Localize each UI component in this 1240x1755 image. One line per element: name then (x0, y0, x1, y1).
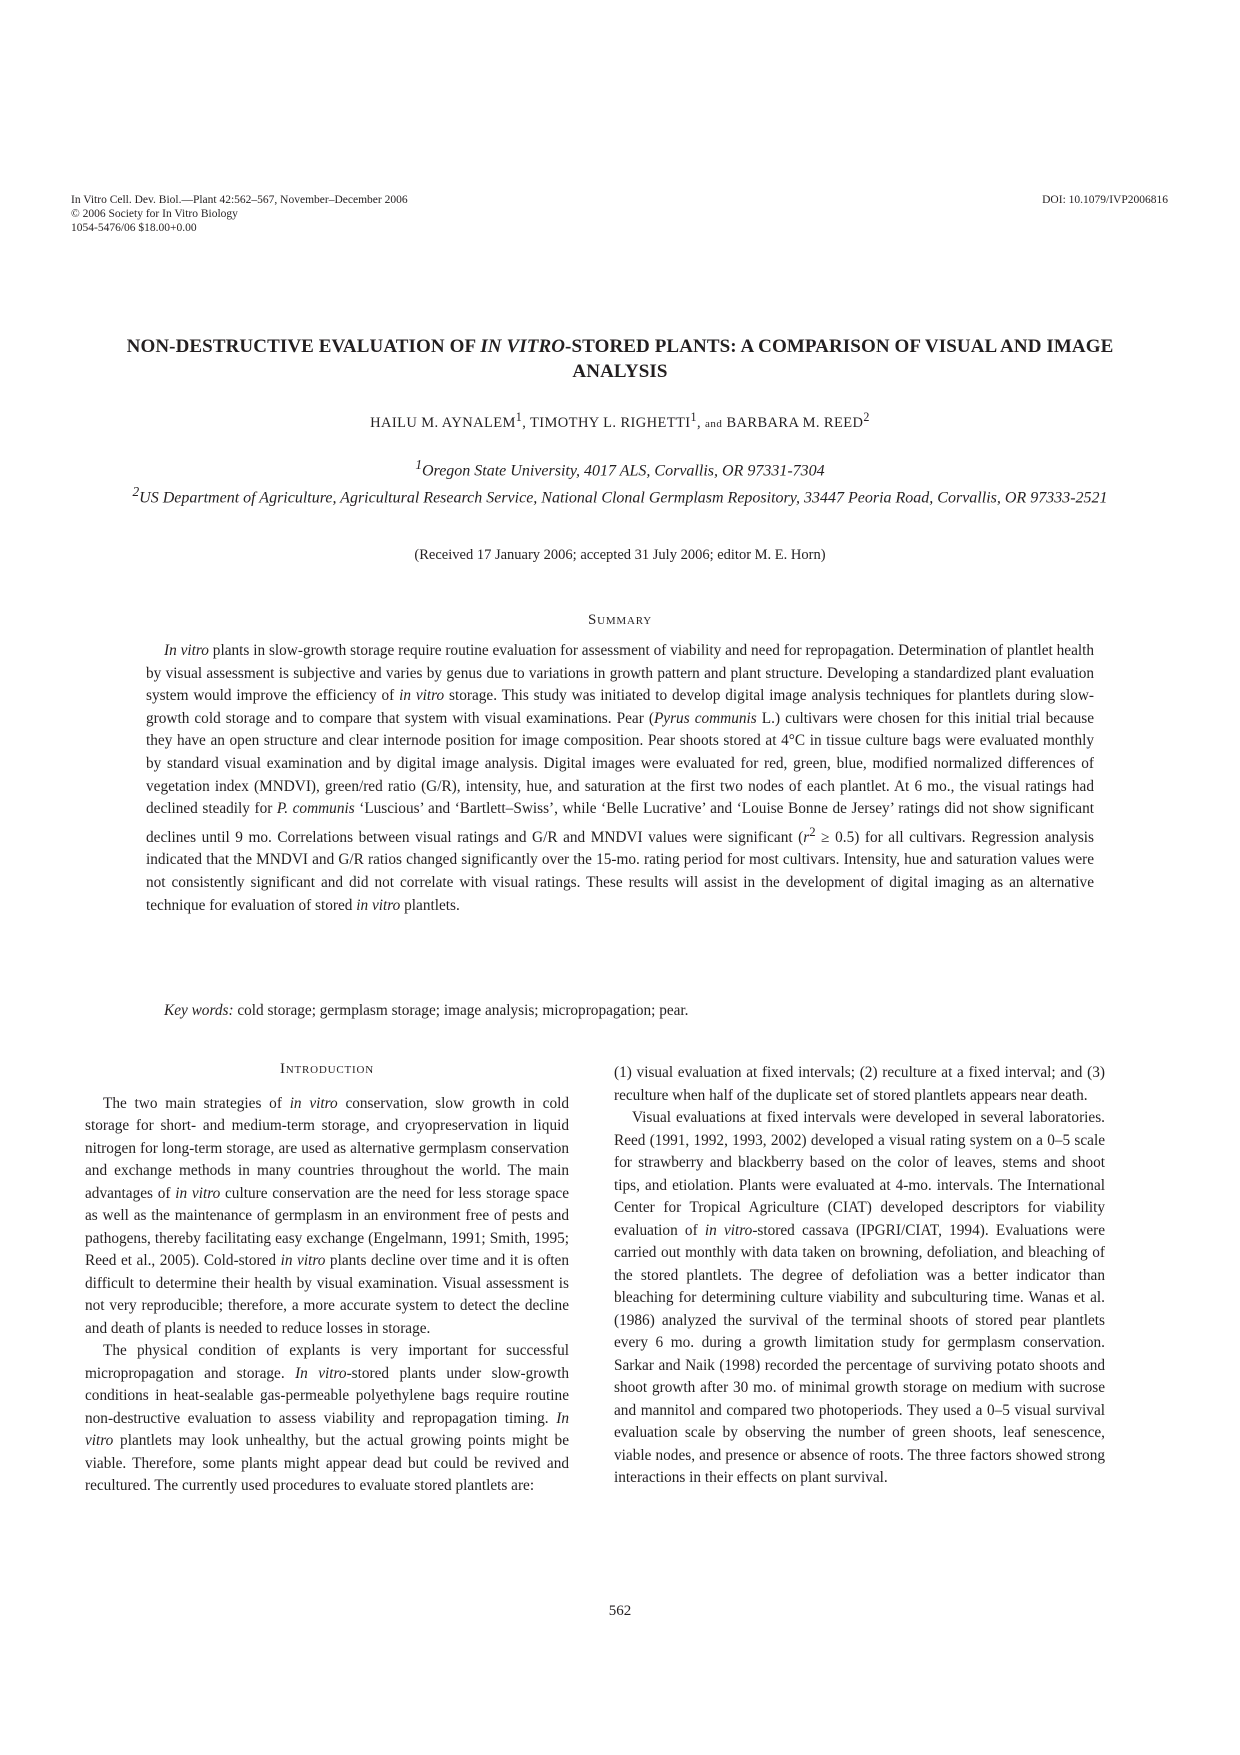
received-dates: (Received 17 January 2006; accepted 31 July 2006; editor M. E. Horn) (414, 547, 826, 563)
author-name: HAILU M. AYNALEM (370, 414, 516, 431)
introduction-heading: Introduction (279, 1061, 375, 1077)
paragraph: (1) visual evaluation at fixed intervals; (2) reculture at a fixed interval; and (3) reculture when half of the duplicate set of stored plantlets appears near death. (614, 1064, 1105, 1104)
paper-title: NON-DESTRUCTIVE EVALUATION OF IN VITRO-STORED PLANTS: A COMPARISON OF VISUAL AND IMAGE ANALYSIS (126, 336, 1114, 382)
paragraph: The two main strategies of in vitro conservation, slow growth in cold storage for short- and medium-term storage, and cryopreservation in liquid nitrogen for long-term storage, are used as alternative germplasm conservation and exchange methods in many countries throughout the world. The main advantages of in vitro culture conservation are the need for less storage space as well as the maintenance of germplasm in an environment free of pests and pathogens, thereby facilitating easy exchange (Engelmann, 1991; Smith, 1995; Reed et al., 2005). Cold-stored in vitro plants decline over time and it is often difficult to determine their health by visual examination. Visual assessment is not very reproducible; therefore, a more accurate system to detect the decline and death of plants is needed to reduce losses in storage. (85, 1094, 569, 1337)
citation-line-3: 1054-5476/06 $18.00+0.00 (71, 222, 197, 234)
paragraph: The physical condition of explants is very important for successful micropropagation and storage. In vitro-stored plants under slow-growth conditions in heat-sealable gas-permeable polyethylene bags require routine non-destructive evaluation to assess viability and repropagation timing. In vitro plantlets may look unhealthy, but the actual growing points might be viable. Therefore, some plants might appear dead but could be revived and recultured. The currently used procedures to evaluate stored plantlets are: (85, 1342, 569, 1494)
affiliations (80, 454, 1160, 509)
paragraph: Visual evaluations at fixed intervals were developed in several laboratories. Reed (1991, 1992, 1993, 2002) developed a visual rating system on a 0–5 scale for strawberry and blackberry based on the color of leaves, stems and shoot tips, and etiolation. Plants were evaluated at 4-mo. intervals. The International Center for Tropical Agriculture (CIAT) developed descriptors for viability evaluation of in vitro-stored cassava (IPGRI/CIAT, 1994). Evaluations were carried out monthly with data taken on browning, defoliation, and bleaching of the stored plantlets. The degree of defoliation was a better indicator than bleaching for determining culture viability and subculturing time. Wanas et al. (1986) analyzed the survival of the terminal shoots of stored pear plantlets every 6 mo. during a growth limitation study for germplasm conservation. Sarkar and Naik (1998) recorded the percentage of surviving potato shoots and shoot growth after 30 mo. of minimal growth storage on medium with sucrose and mannitol and compared two photoperiods. They used a 0–5 visual survival evaluation scale by observing the number of green shoots, leaf senescence, viable nodes, and presence or absence of roots. The three factors showed strong interactions in their effects on plant survival. (614, 1109, 1106, 1486)
summary-heading: Summary (587, 612, 653, 628)
doi: DOI: 10.1079/IVP2006816 (1042, 194, 1168, 206)
left-column (85, 1058, 569, 1498)
keywords: Key words: cold storage; germplasm storage; image analysis; micropropagation; pear. (164, 1002, 689, 1019)
citation-line-2: © 2006 Society for In Vitro Biology (71, 208, 238, 220)
affiliation-2: $^2$US Department of Agriculture, Agricultural Research Service, National Clonal Germplasm Repository, 33447 Peoria Road, Corvallis, OR 97333-2521 (132, 484, 1108, 507)
affiliation-1: $^1$Oregon State University, 4017 ALS, Corvallis, OR 97331-7304 (415, 457, 825, 480)
author-name: TIMOTHY L. RIGHETTI (530, 414, 691, 431)
right-column (614, 1062, 1105, 1490)
citation-line-1: In Vitro Cell. Dev. Biol.—Plant 42:562–567, November–December 2006 (71, 194, 408, 206)
author-name: BARBARA M. REED (726, 414, 864, 431)
summary-text: In vitro plants in slow-growth storage require routine evaluation for assessment of viability and need for repropagation. Determination of plantlet health by visual assessment is subjective and varies by genus due to variations in growth pattern and plant structure. Developing a standardized plant evaluation system would improve the efficiency of in vitro storage. This study was initiated to develop digital image analysis techniques for plantlets during slow-growth cold storage and to compare that system with visual examinations. Pear (Pyrus communis L.) cultivars were chosen for this initial trial because they have an open structure and clear internode position for image composition. Pear shoots stored at 4°C in tissue culture bags were evaluated monthly by standard visual examination and by digital image analysis. Digital images were evaluated for red, green, blue, modified normalized differences of vegetation index (MNDVI), green/red ratio (G/R), intensity, hue, and saturation at the first two nodes of each plantlet. At 6 mo., the visual ratings had declined steadily for P. communis ‘Luscious’ and ‘Bartlett–Swiss’, while ‘Belle Lucrative’ and ‘Louise Bonne de Jersey’ ratings did not show significant declines until 9 mo. Correlations between visual ratings and G/R and MNDVI values were significant $(r^2 \ge 0.5)$ for all cultivars. Regression analysis indicated that the MNDVI and G/R ratios changed significantly over the 15-mo. rating period for most cultivars. Intensity, hue and saturation values were not consistently significant and did not correlate with visual ratings. These results will assist in the development of digital imaging as an alternative technique for evaluation of stored in vitro plantlets. (146, 642, 1095, 914)
author-list: HAILU M. AYNALEM$^1$, TIMOTHY L. RIGHETTI$^1$, and BARBARA M. REED$^2$ (370, 410, 870, 431)
journal-citation (71, 193, 408, 235)
page-number: 562 (608, 1603, 632, 1619)
